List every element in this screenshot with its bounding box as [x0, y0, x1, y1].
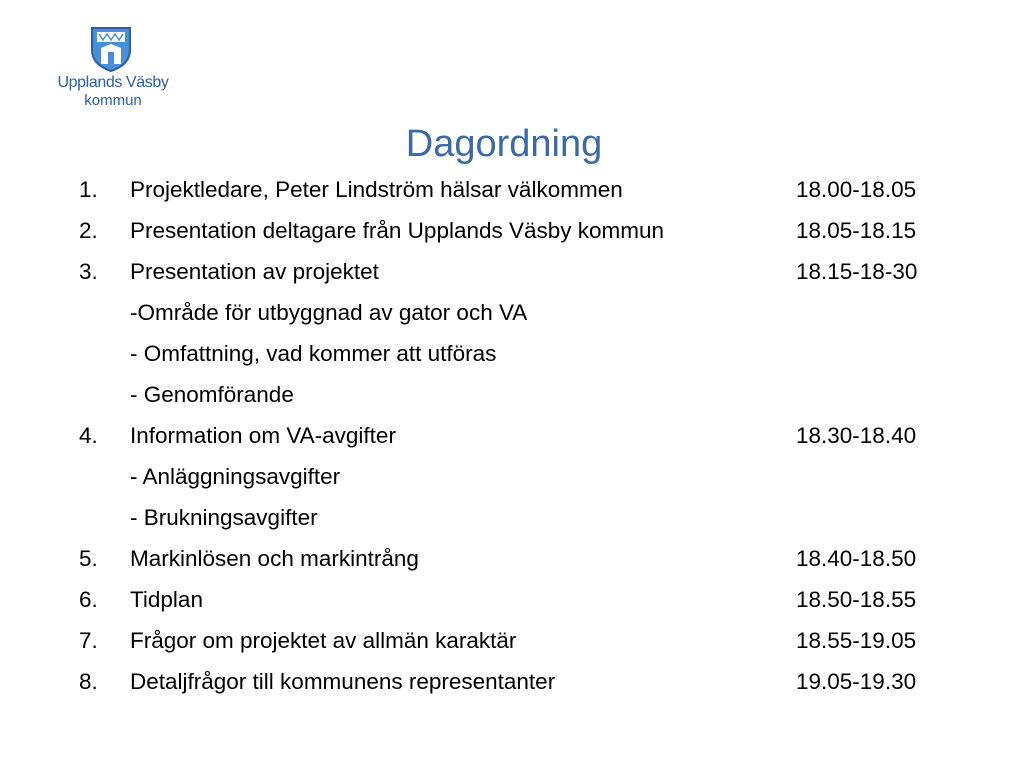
logo-name: Upplands Väsby	[57, 74, 169, 91]
agenda-item-time: 18.00-18.05	[796, 177, 917, 202]
agenda-item-text: - Genomförande	[130, 382, 294, 407]
agenda-item-text: Detaljfrågor till kommunens representanter	[130, 669, 556, 694]
agenda-item-time: 18.40-18.50	[796, 546, 917, 571]
agenda-item-time: 18.05-18.15	[796, 218, 917, 243]
logo-subtitle: kommun	[84, 92, 142, 109]
agenda-item-text: Markinlösen och markintrång	[130, 546, 419, 571]
agenda-item	[0, 579, 1024, 620]
agenda-item-number: 6.	[79, 587, 98, 612]
agenda-item	[0, 374, 1024, 415]
agenda-item	[0, 169, 1024, 210]
agenda-item	[0, 661, 1024, 702]
agenda-item	[0, 538, 1024, 579]
agenda-item	[0, 497, 1024, 538]
agenda-item-text: - Anläggningsavgifter	[130, 464, 341, 489]
agenda-item-time: 18.50-18.55	[796, 587, 917, 612]
agenda-item	[0, 292, 1024, 333]
agenda-list	[0, 169, 1024, 702]
agenda-item-number: 4.	[79, 423, 98, 448]
agenda-item-time: 18.30-18.40	[796, 423, 917, 448]
agenda-item-number: 3.	[79, 259, 98, 284]
agenda-item-time: 18.15-18-30	[796, 259, 918, 284]
agenda-item	[0, 415, 1024, 456]
agenda-item	[0, 333, 1024, 374]
slide-title: Dagordning	[405, 123, 603, 165]
agenda-item-number: 7.	[79, 628, 98, 653]
agenda-item-number: 1.	[79, 177, 98, 202]
agenda-item-text: Presentation deltagare från Upplands Väsby kommun	[130, 218, 665, 243]
agenda-item-text: - Brukningsavgifter	[130, 505, 318, 530]
agenda-item	[0, 456, 1024, 497]
agenda-item-text: Frågor om projektet av allmän karaktär	[130, 628, 517, 653]
agenda-item-number: 2.	[79, 218, 98, 243]
agenda-item-text: Information om VA-avgifter	[130, 423, 396, 448]
agenda-item-number: 8.	[79, 669, 98, 694]
agenda-item-number: 5.	[79, 546, 98, 571]
agenda-item-text: Projektledare, Peter Lindström hälsar välkommen	[130, 177, 623, 202]
agenda-item-text: -Område för utbyggnad av gator och VA	[130, 300, 528, 325]
agenda-item	[0, 210, 1024, 251]
agenda-item-text: - Omfattning, vad kommer att utföras	[130, 341, 497, 366]
agenda-item-text: Tidplan	[130, 587, 203, 612]
agenda-item-time: 19.05-19.30	[796, 669, 917, 694]
agenda-item-text: Presentation av projektet	[130, 259, 379, 284]
agenda-item-time: 18.55-19.05	[796, 628, 917, 653]
coat-of-arms-icon	[90, 26, 132, 72]
agenda-item	[0, 251, 1024, 292]
agenda-item	[0, 620, 1024, 661]
municipality-logo	[52, 26, 174, 116]
